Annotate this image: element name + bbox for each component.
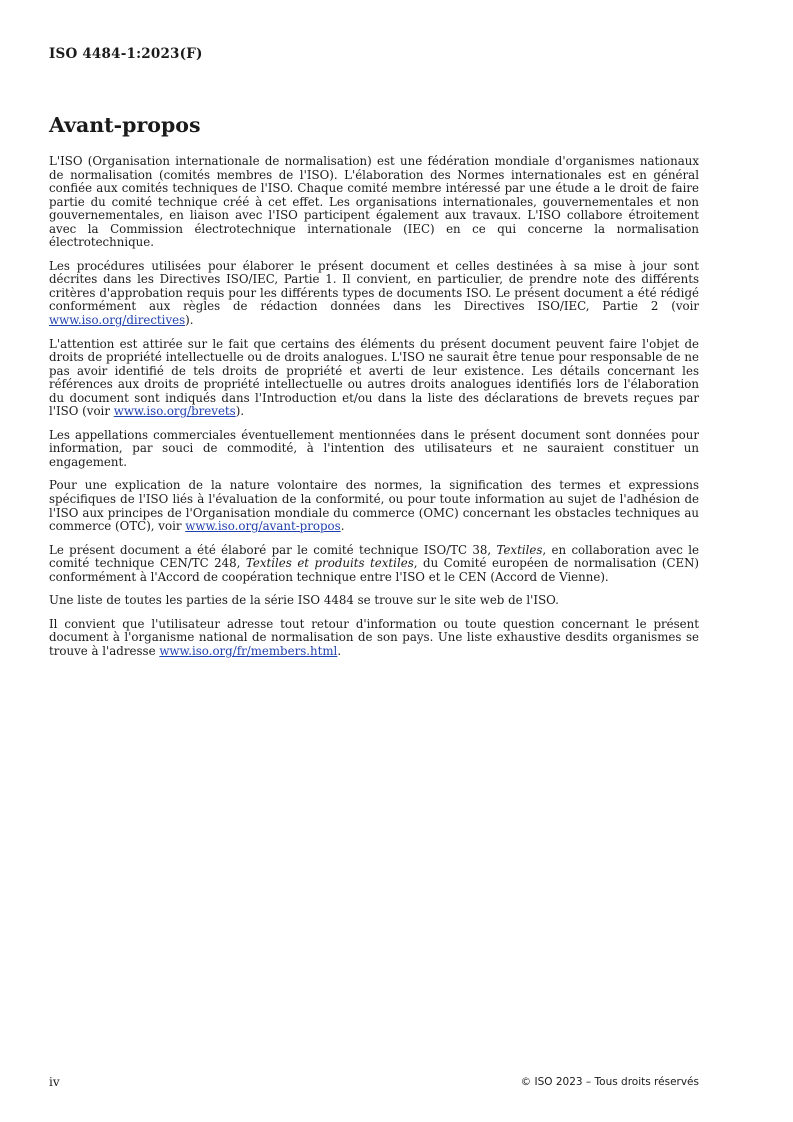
paragraph-text: L'attention est attirée sur le fait que certains des éléments du présent document peuvent faire l'objet de droits de propriété intellectuelle ou de droits analogues. L'ISO ne saurait être tenue pour responsable de ne pas avoir identifié de tels droits de propriété et averti de leur existence. Les détails concernant les références aux droits de propriété intellectuelle ou autres droits analogues identifiés lors de l'élaboration du document sont indiqués dans l'Introduction et/ou dans la liste des déclarations de brevets reçues par l'ISO (voir (49, 336, 699, 419)
paragraph-feedback (49, 618, 699, 659)
members-link[interactable]: www.iso.org/fr/members.html (159, 643, 338, 658)
paragraph-text: . (340, 519, 345, 534)
paragraph-series-list: Une liste de toutes les parties de la série ISO 4484 se trouve sur le site web de l'ISO. (49, 593, 559, 608)
paragraph-patents (49, 338, 699, 419)
foreword-body (49, 155, 699, 669)
paragraph-iso-intro: L'ISO (Organisation internationale de normalisation) est une fédération mondiale d'organismes nationaux de normalisation (comités membres de l'ISO). L'élaboration des Normes internationales est en général confiée aux comités techniques de l'ISO. Chaque comité membre intéressé par une étude a le droit de faire partie du comité technique créé à cet effet. Les organisations internationales, gouvernementales et non gouvernementales, en liaison avec l'ISO participent également aux travaux. L'ISO collabore étroitement avec la Commission électrotechnique internationale (IEC) en ce qui concerne la normalisation électrotechnique. (49, 154, 699, 250)
paragraph-text: Pour une explication de la nature volontaire des normes, la signification des termes et expressions spécifiques de l'ISO liés à l'évaluation de la conformité, ou pour toute information au sujet de l'adhésion de l'ISO aux principes de l'Organisation mondiale du commerce (OMC) concernant les obstacles techniques au commerce (OTC), voir (49, 478, 699, 534)
paragraph-text: Les procédures utilisées pour élaborer le présent document et celles destinées à sa mise à jour sont décrites dans les Directives ISO/IEC, Partie 1. Il convient, en particulier, de prendre note des différents critères d'approbation requis pour les différents types de documents ISO. Le présent document a été rédigé conformément aux règles de rédaction données dans les Directives ISO/IEC, Partie 2 (voir (49, 258, 699, 314)
document-id: ISO 4484-1:2023(F) (49, 46, 203, 62)
paragraph-text: . (337, 643, 342, 658)
patents-link[interactable]: www.iso.org/brevets (113, 404, 236, 419)
committee-name: Textiles et produits textiles (245, 556, 414, 571)
paragraph-text: , du Comité européen de normalisation (CEN) conformément à l'Accord de coopération technique entre l'ISO et le CEN (Accord de Vienne). (49, 556, 700, 584)
paragraph-text: Il convient que l'utilisateur adresse tout retour d'information ou toute question concernant le présent document à l'organisme national de normalisation de son pays. Une liste exhaustive desdits organismes se trouve à l'adresse (49, 616, 699, 658)
paragraph-text: ). (185, 313, 194, 328)
foreword-link[interactable]: www.iso.org/avant-propos (185, 519, 341, 534)
paragraph-trade-names: Les appellations commerciales éventuellement mentionnées dans le présent document sont données pour information, par souci de commodité, à l'intention des utilisateurs et ne sauraient constituer un engagement. (49, 427, 699, 469)
paragraph-text: ). (235, 404, 245, 419)
page-title: Avant-propos (49, 113, 201, 137)
paragraph-procedures (49, 260, 699, 328)
paragraph-text: , en collaboration avec le comité technique CEN/TC 248, (49, 542, 699, 571)
copyright-notice: © ISO 2023 – Tous droits réservés (520, 1076, 699, 1088)
directives-link[interactable]: www.iso.org/directives (49, 313, 186, 328)
committee-name: Textiles (496, 542, 543, 557)
page-number: iv (49, 1075, 60, 1089)
paragraph-committee (49, 544, 699, 585)
paragraph-text: Le présent document a été élaboré par le comité technique ISO/TC 38, (49, 542, 497, 557)
paragraph-voluntary-nature (49, 479, 699, 533)
